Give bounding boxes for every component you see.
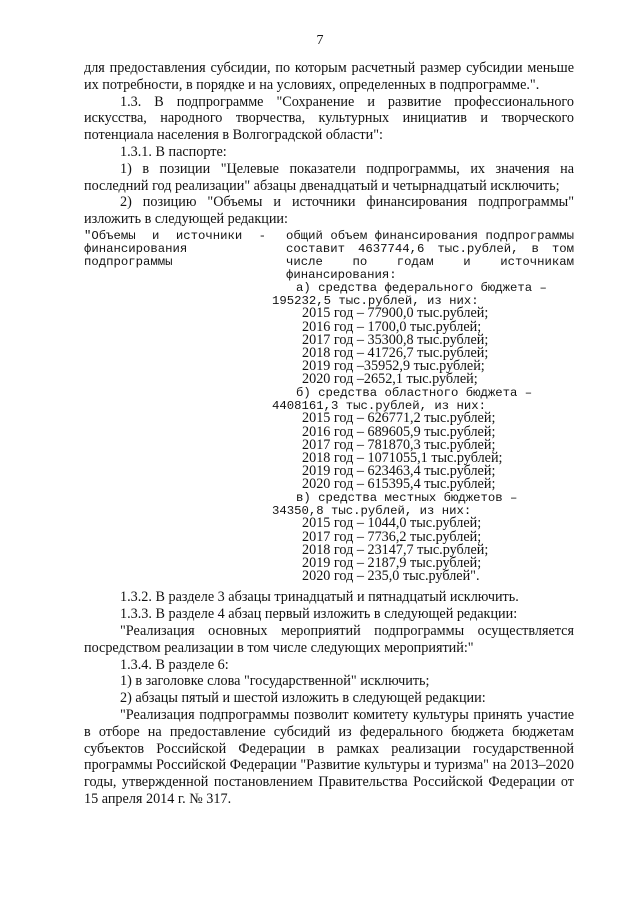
federal-2015: 2015 год – 77900,0 тыс.рублей;	[302, 305, 489, 322]
federal-2020: 2020 год –2652,1 тыс.рублей;	[302, 371, 478, 388]
page-number: 7	[316, 33, 324, 48]
local-budget-heading: в) средства местных бюджетов –	[296, 490, 518, 505]
regional-2020: 2020 год – 615395,4 тыс.рублей;	[302, 476, 496, 493]
paragraph-1-3-1: 1.3.1. В паспорте:	[120, 143, 227, 160]
local-2019: 2019 год – 2187,9 тыс.рублей;	[302, 555, 482, 572]
local-2018: 2018 год – 23147,7 тыс.рублей;	[302, 541, 489, 558]
federal-2017: 2017 год – 35300,8 тыс.рублей;	[302, 331, 489, 348]
local-2015: 2015 год – 1044,0 тыс.рублей;	[302, 515, 482, 532]
local-budget-total: 34350,8 тыс.рублей, из них:	[272, 503, 472, 518]
financing-details	[272, 228, 574, 585]
federal-budget-heading: а) средства федерального бюджета –	[296, 280, 547, 295]
paragraph-1-3: 1.3. В подпрограмме "Сохранение и развитие профессионального искусства, народного творчества, культурных инициатив и творческого потенциала населения в Волгоградской области":	[84, 93, 574, 144]
regional-budget-total: 4408161,3 тыс.рублей, из них:	[272, 398, 487, 413]
paragraph-continuation: для предоставления субсидии, по которым расчетный размер субсидии меньше их потребности, в порядке и на условиях, определенных в подпрограмме.".	[84, 60, 574, 93]
paragraph-quote-1: "Реализация основных мероприятий подпрограммы осуществляется посредством реализации в том числе следующих мероприятий:"	[84, 623, 574, 656]
paragraph-1-3-3: 1.3.3. В разделе 4 абзац первый изложить в следующей редакции:	[120, 606, 518, 623]
paragraph-quote-2: "Реализация подпрограммы позволит комитету культуры принять участие в отборе на предоставление субсидий из федерального бюджета бюджетам субъектов Российской Федерации в рамках реализации государственной программы Российской Федерации "Развитие культуры и туризма" на 2013–2020 годы, утвержденной постановлением Правительства Российской Федерации от 15 апреля 2014 г. № 317.	[84, 707, 574, 808]
regional-2018: 2018 год – 1071055,1 тыс.рублей;	[302, 450, 503, 467]
financing-heading: "Объемы и источники - финансирования подпрограммы	[84, 228, 266, 269]
paragraph-item-2: 2) позицию "Объемы и источники финансирования подпрограммы" изложить в следующей редакции:	[84, 194, 574, 228]
regional-budget-heading: б) средства областного бюджета –	[296, 385, 533, 400]
local-2017: 2017 год – 7736,2 тыс.рублей;	[302, 528, 482, 545]
federal-2016: 2016 год – 1700,0 тыс.рублей;	[302, 318, 482, 335]
paragraph-1-3-2: 1.3.2. В разделе 3 абзацы тринадцатый и пятнадцатый исключить.	[120, 589, 519, 606]
regional-2016: 2016 год – 689605,9 тыс.рублей;	[302, 423, 496, 440]
financing-total: общий объем финансирования подпрограммы составит 4637744,6 тыс.рублей, в том числе по годам и источникам финансирования:	[286, 228, 574, 282]
regional-2019: 2019 год – 623463,4 тыс.рублей;	[302, 463, 496, 480]
federal-2019: 2019 год –35952,9 тыс.рублей;	[302, 358, 485, 375]
paragraph-1-3-4: 1.3.4. В разделе 6:	[120, 656, 229, 673]
paragraph-1-3-4-item-2: 2) абзацы пятый и шестой изложить в следующей редакции:	[120, 690, 486, 707]
document-body	[84, 60, 574, 808]
paragraph-item-1: 1) в позиции "Целевые показатели подпрограммы, их значения на последний год реализации" абзацы двенадцатый и четырнадцатый исключить;	[84, 160, 574, 194]
paragraph-1-3-4-item-1: 1) в заголовке слова "государственной" исключить;	[120, 673, 430, 690]
passport-financing-block	[84, 230, 574, 584]
regional-2015: 2015 год – 626771,2 тыс.рублей;	[302, 410, 496, 427]
federal-budget-total: 195232,5 тыс.рублей, из них:	[272, 293, 479, 308]
regional-2017: 2017 год – 781870,3 тыс.рублей;	[302, 436, 496, 453]
local-2020: 2020 год – 235,0 тыс.рублей".	[302, 568, 480, 585]
federal-2018: 2018 год – 41726,7 тыс.рублей;	[302, 345, 489, 362]
